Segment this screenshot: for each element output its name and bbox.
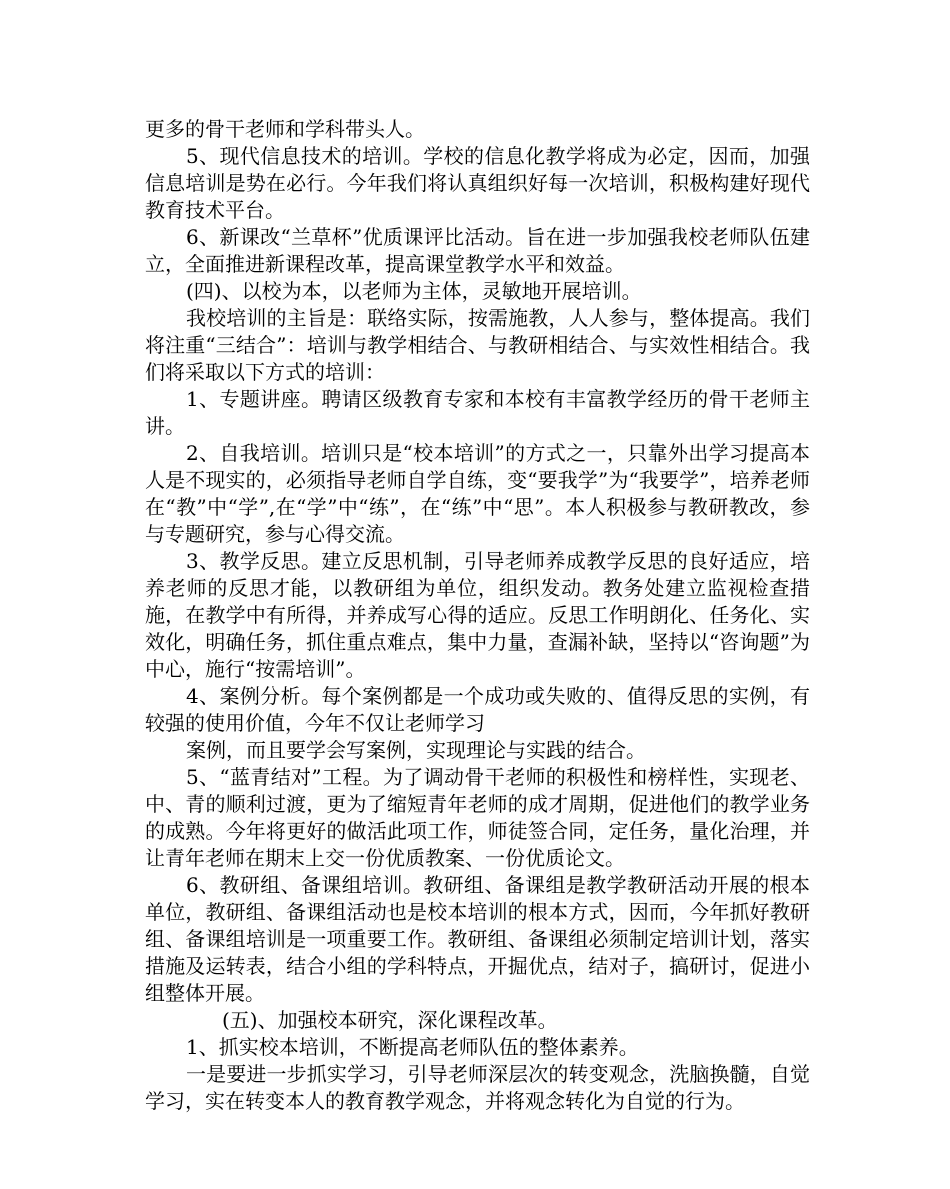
paragraph-14: 1、抓实校本培训，不断提高老师队伍的整体素养。 bbox=[186, 1035, 639, 1059]
paragraph-5: 我校培训的主旨是：联络实际，按需施教，人人参与，整体提高。我们将注重“三结合”：培训与教学相结合、与教研相结合、与实效性相结合。我们将采取以下方式的培训： bbox=[145, 306, 810, 384]
section-heading-4: (四)、以校为本，以老师为主体，灵敏地开展培训。 bbox=[186, 279, 642, 303]
paragraph-9: 4、案例分析。每个案例都是一个成功或失败的、值得反思的实例，有较强的使用价值，今年不仅让老师学习 bbox=[145, 684, 810, 735]
paragraph-7: 2、自我培训。培训只是“校本培训”的方式之一，只靠外出学习提高本人是不现实的，必须指导老师自学自练，变“要我学”为“我要学”，培养老师在“教”中“学”,在“学”中“练”，在“练”中“思”。本人积极参与教研教改，参与专题研究，参与心得交流。 bbox=[145, 441, 810, 546]
document-body bbox=[145, 116, 810, 1115]
paragraph-15: 一是要进一步抓实学习，引导老师深层次的转变观念，洗脑换髓，自觉学习，实在转变本人的教育教学观念，并将观念转化为自觉的行为。 bbox=[145, 1062, 810, 1113]
paragraph-6: 1、专题讲座。聘请区级教育专家和本校有丰富教学经历的骨干老师主讲。 bbox=[145, 387, 810, 438]
paragraph-11: 5、“蓝青结对”工程。为了调动骨干老师的积极性和榜样性，实现老、中、青的顺利过渡，更为了缩短青年老师的成才周期，促进他们的教学业务的成熟。今年将更好的做活此项工作，师徒签合同，定任务，量化治理，并让青年老师在期末上交一份优质教案、一份优质论文。 bbox=[145, 765, 810, 870]
paragraph-2: 5、现代信息技术的培训。学校的信息化教学将成为必定，因而，加强信息培训是势在必行。今年我们将认真组织好每一次培训，积极构建好现代教育技术平台。 bbox=[145, 144, 810, 222]
section-heading-5: (五)、加强校本研究，深化课程改革。 bbox=[222, 1008, 558, 1032]
paragraph-3: 6、新课改“兰草杯”优质课评比活动。旨在进一步加强我校老师队伍建立，全面推进新课程改革，提高课堂教学水平和效益。 bbox=[145, 225, 810, 276]
paragraph-8: 3、教学反思。建立反思机制，引导老师养成教学反思的良好适应，培养老师的反思才能，以教研组为单位，组织发动。教务处建立监视检查措施，在教学中有所得，并养成写心得的适应。反思工作明朗化、任务化、实效化，明确任务，抓住重点难点，集中力量，查漏补缺，坚持以“咨询题”为中心，施行“按需培训”。 bbox=[145, 549, 810, 681]
paragraph-12: 6、教研组、备课组培训。教研组、备课组是教学教研活动开展的根本单位，教研组、备课组活动也是校本培训的根本方式，因而，今年抓好教研组、备课组培训是一项重要工作。教研组、备课组必须制定培训计划，落实措施及运转表，结合小组的学科特点，开掘优点，结对子，搞研讨，促进小组整体开展。 bbox=[145, 873, 810, 1005]
paragraph-1: 更多的骨干老师和学科带头人。 bbox=[145, 117, 425, 141]
paragraph-10: 案例，而且要学会写案例，实现理论与实践的结合。 bbox=[186, 738, 646, 762]
